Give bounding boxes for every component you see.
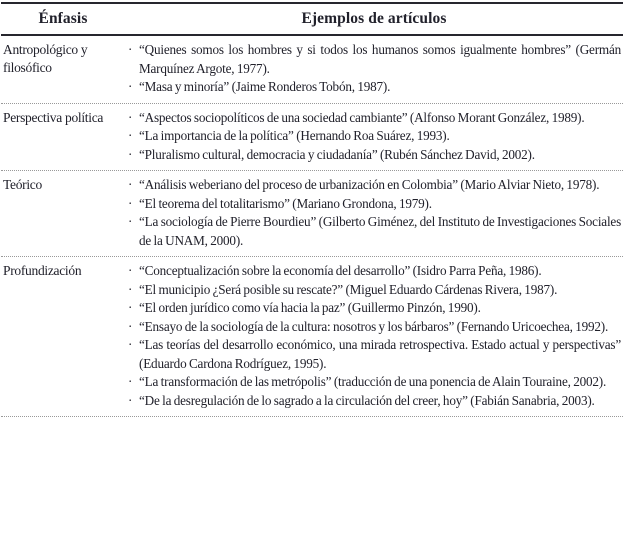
- bullet-icon: ·: [128, 281, 133, 297]
- example-text: “Quienes somos los hombres y si todos los humanos somos igualmente hombres” (Germán Marquínez Argote, 1977).: [139, 42, 621, 76]
- example-text: “La importancia de la política” (Hernando Roa Suárez, 1993).: [139, 128, 450, 143]
- example-text: “El municipio ¿Será posible su rescate?” (Miguel Eduardo Cárdenas Rivera, 1987).: [139, 281, 558, 297]
- examples-list: [125, 109, 623, 165]
- bullet-icon: ·: [128, 337, 133, 352]
- example-item: [125, 146, 623, 165]
- example-text: “El orden jurídico como vía hacia la paz” (Guillermo Pinzón, 1990).: [139, 300, 481, 315]
- example-text: “Pluralismo cultural, democracia y ciudadanía” (Rubén Sánchez David, 2002).: [139, 146, 535, 162]
- example-text: “La transformación de las metrópolis” (traducción de una ponencia de Alain Touraine, 2002).: [139, 374, 607, 389]
- column-header-ejemplos-de-articulos: Ejemplos de artículos: [301, 10, 447, 27]
- bullet-icon: ·: [128, 79, 133, 94]
- example-text: “Ensayo de la sociología de la cultura: nosotros y los bárbaros” (Fernando Uricoechea, 1992).: [139, 318, 609, 334]
- example-text: “De la desregulación de lo sagrado a la circulación del creer, hoy” (Fabián Sanabria, 2003).: [139, 392, 595, 408]
- table-header-row: [1, 2, 623, 36]
- example-text: “El teorema del totalitarismo” (Mariano Grondona, 1979).: [139, 195, 432, 211]
- examples-list: [125, 176, 623, 250]
- examples-list: [125, 262, 623, 410]
- bullet-icon: ·: [128, 42, 133, 57]
- emphasis-label: Antropológico y filosófico: [3, 42, 88, 75]
- example-text: “Análisis weberiano del proceso de urbanización en Colombia” (Mario Alviar Nieto, 1978).: [139, 177, 600, 192]
- bullet-icon: ·: [128, 374, 133, 389]
- bullet-icon: ·: [128, 128, 133, 143]
- column-header-enfasis: Énfasis: [38, 10, 88, 27]
- examples-list: [125, 41, 623, 97]
- table-row: [1, 36, 623, 103]
- emphasis-label: Teórico: [3, 177, 42, 192]
- example-item: [125, 127, 623, 146]
- example-item: [125, 213, 623, 250]
- example-item: [125, 336, 623, 373]
- emphasis-examples-table: [1, 2, 623, 417]
- table-row: [1, 103, 623, 171]
- example-text: “Aspectos sociopolíticos de una sociedad cambiante” (Alfonso Morant González, 1989).: [139, 109, 585, 125]
- example-item: [125, 78, 623, 97]
- bullet-icon: ·: [128, 263, 133, 278]
- example-item: [125, 41, 623, 78]
- example-text: “Conceptualización sobre la economía del desarrollo” (Isidro Parra Peña, 1986).: [139, 263, 542, 278]
- example-item: [125, 262, 623, 281]
- example-item: [125, 299, 623, 318]
- example-text: “La sociología de Pierre Bourdieu” (Gilberto Giménez, del Instituto de Investigaciones Sociales de la UNAM, 2000).: [139, 214, 621, 248]
- emphasis-label: Profundización: [3, 263, 82, 278]
- bullet-icon: ·: [128, 318, 133, 334]
- table-body: [1, 36, 623, 417]
- bullet-icon: ·: [128, 392, 133, 408]
- bullet-icon: ·: [128, 300, 133, 315]
- bullet-icon: ·: [128, 214, 133, 229]
- table-row: [1, 256, 623, 416]
- emphasis-label: Perspectiva política: [3, 109, 104, 125]
- example-item: [125, 318, 623, 337]
- example-item: [125, 373, 623, 392]
- example-text: “Las teorías del desarrollo económico, una mirada retrospectiva. Estado actual y perspectivas” (Eduardo Cardona Rodríguez, 1995).: [139, 337, 621, 371]
- bullet-icon: ·: [128, 177, 133, 192]
- example-item: [125, 109, 623, 128]
- example-item: [125, 195, 623, 214]
- bullet-icon: ·: [128, 195, 133, 211]
- bullet-icon: ·: [128, 146, 133, 162]
- example-text: “Masa y minoría” (Jaime Ronderos Tobón, 1987).: [139, 79, 391, 94]
- example-item: [125, 281, 623, 300]
- example-item: [125, 392, 623, 411]
- example-item: [125, 176, 623, 195]
- bullet-icon: ·: [128, 109, 133, 125]
- table-row: [1, 170, 623, 256]
